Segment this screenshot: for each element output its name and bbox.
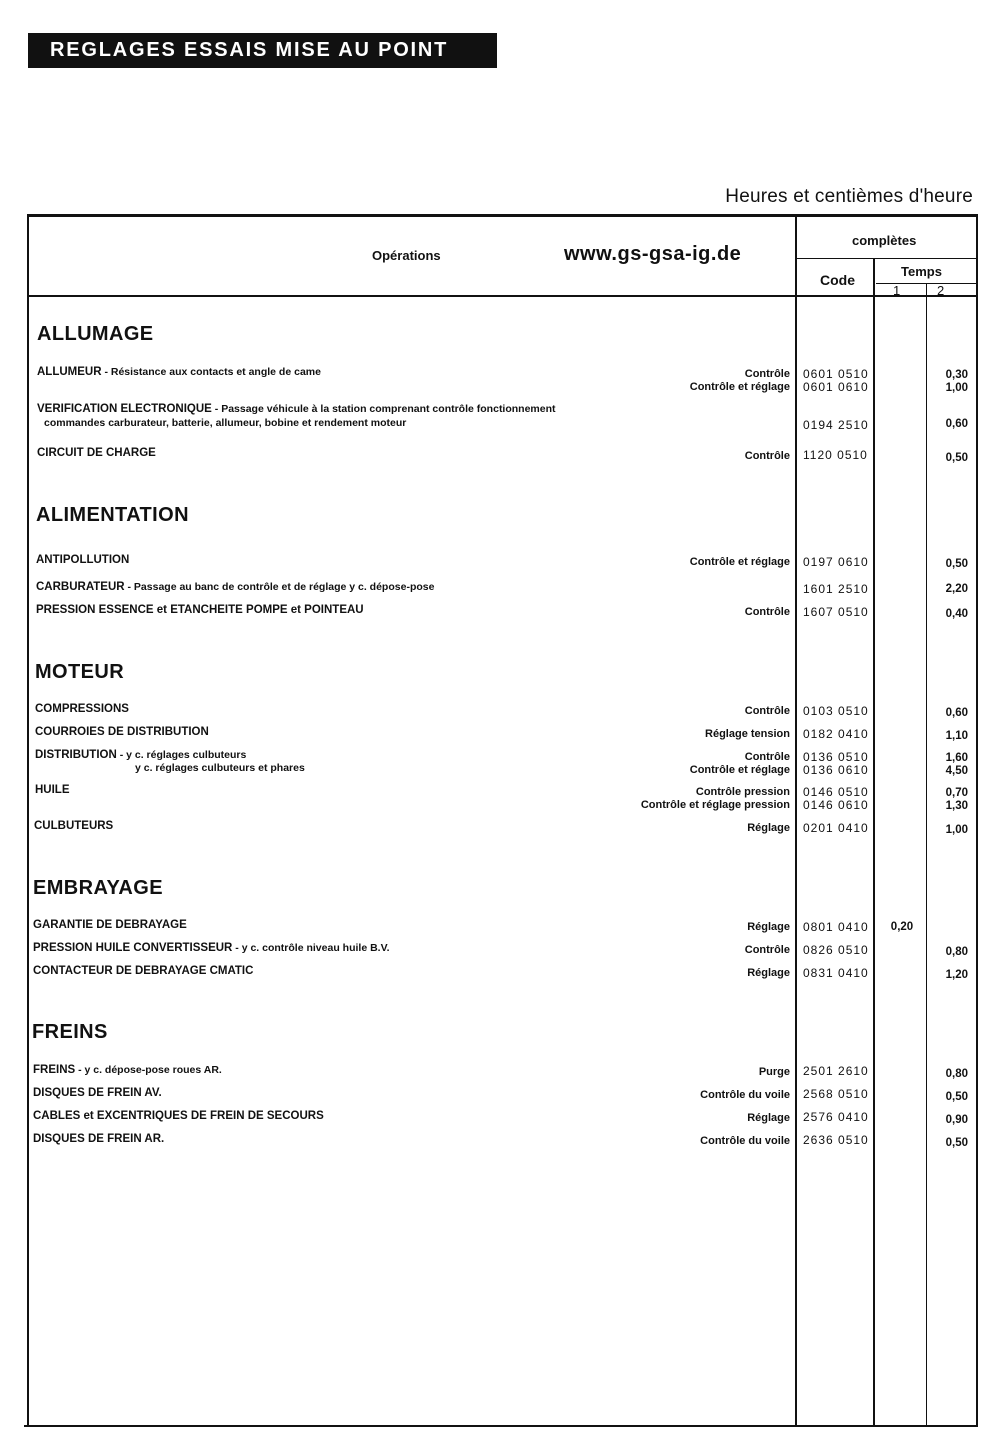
table-row: [0, 726, 1000, 742]
units-caption: Heures et centièmes d'heure: [725, 186, 973, 207]
time-2: 0,70: [945, 787, 968, 799]
time-2: 0,50: [945, 452, 968, 464]
table-row: [0, 1087, 1000, 1103]
code: 0201 0410: [803, 821, 869, 835]
code: 1120 0510: [803, 448, 868, 462]
header-sub-divider: [796, 258, 977, 259]
action: Réglage: [747, 967, 790, 979]
operation-name: DISTRIBUTION: [35, 749, 117, 761]
code: 0146 0510: [803, 785, 869, 799]
action: Contrôle et réglage: [689, 381, 790, 393]
operation-name: COMPRESSIONS: [35, 703, 129, 715]
operation-name: VERIFICATION ELECTRONIQUE: [37, 403, 212, 415]
operation-desc: - Passage véhicule à la station comprenant contrôle fonctionnement: [211, 403, 556, 415]
operation-name: PRESSION ESSENCE et ETANCHEITE POMPE et POINTEAU: [36, 604, 364, 616]
time-2: 1,00: [945, 824, 968, 836]
code: 0601 0510: [803, 367, 869, 381]
operation-name: HUILE: [35, 784, 70, 796]
code: 1601 2510: [803, 582, 869, 596]
table-row: [0, 749, 1000, 777]
time-2: 1,10: [945, 730, 968, 742]
action: Contrôle du voile: [700, 1089, 790, 1101]
code: 0194 2510: [803, 418, 869, 432]
table-row: [0, 403, 1000, 432]
table-row: [0, 1064, 1000, 1080]
action: Contrôle: [744, 450, 790, 462]
time-2: 2,20: [945, 583, 968, 595]
operation-name: DISQUES DE FREIN AR.: [33, 1133, 165, 1145]
code: 0801 0410: [803, 920, 869, 934]
action: Contrôle: [744, 751, 790, 763]
code: 0831 0410: [803, 966, 869, 980]
operation-desc: - y c. réglages culbuteurs: [116, 749, 247, 761]
code: 0103 0510: [803, 704, 869, 718]
table-row: [0, 942, 1000, 958]
operation-name: CABLES et EXCENTRIQUES DE FREIN DE SECOURS: [33, 1110, 324, 1122]
action: Contrôle du voile: [700, 1135, 790, 1147]
operation-name: COURROIES DE DISTRIBUTION: [35, 726, 209, 738]
time-2: 0,80: [945, 1068, 968, 1080]
table-row: [0, 965, 1000, 981]
header-temps: Temps: [901, 264, 942, 279]
header-code: Code: [820, 272, 855, 288]
code: 2636 0510: [803, 1133, 869, 1147]
header-divider: [28, 295, 978, 297]
action: Réglage: [747, 1112, 790, 1124]
table-row: [0, 703, 1000, 719]
table-row: [0, 820, 1000, 836]
code: 0136 0510: [803, 750, 869, 764]
operation-desc: - Passage au banc de contrôle et de réglage y c. dépose-pose: [124, 581, 435, 593]
time-2: 0,80: [945, 946, 968, 958]
time-2: 4,50: [945, 765, 968, 777]
code: 0826 0510: [803, 943, 869, 957]
table-row: [0, 1110, 1000, 1126]
operation-name: ANTIPOLLUTION: [36, 554, 130, 566]
code: 0136 0610: [803, 763, 869, 777]
action: Contrôle: [744, 944, 790, 956]
time-1: 0,20: [890, 921, 914, 933]
operation-desc: - y c. dépose-pose roues AR.: [75, 1064, 222, 1076]
time-2: 1,00: [945, 382, 968, 394]
code: 2568 0510: [803, 1087, 869, 1101]
section-heading: FREINS: [32, 1021, 108, 1043]
operation-name: DISQUES DE FREIN AV.: [33, 1087, 162, 1099]
time-2: 0,50: [945, 558, 968, 570]
time-2: 0,60: [945, 418, 968, 430]
time-2: 1,60: [945, 752, 968, 764]
action: Contrôle: [744, 606, 790, 618]
column-divider-code: [795, 216, 797, 1426]
action: Purge: [758, 1066, 790, 1078]
section-heading: MOTEUR: [35, 661, 125, 683]
table-row: [0, 447, 1000, 464]
column-divider-t1: [873, 258, 875, 1426]
code: 0182 0410: [803, 727, 869, 741]
time-2: 1,20: [945, 969, 968, 981]
action: Contrôle et réglage: [689, 764, 790, 776]
time-2: 0,40: [945, 608, 968, 620]
section-heading: ALLUMAGE: [37, 323, 154, 345]
time-2: 0,50: [945, 1091, 968, 1103]
action: Réglage tension: [705, 728, 790, 740]
operation-desc: commandes carburateur, batterie, allumeur, bobine et rendement moteur: [44, 417, 407, 429]
table-row: [0, 1133, 1000, 1149]
time-2: 1,30: [945, 800, 968, 812]
operation-name: CULBUTEURS: [34, 820, 114, 832]
header-col-1: 1: [893, 283, 901, 298]
action: Contrôle et réglage: [689, 556, 790, 568]
code: 0197 0610: [803, 555, 869, 569]
header-col-2: 2: [937, 283, 945, 298]
operation-name: PRESSION HUILE CONVERTISSEUR: [33, 942, 233, 954]
header-temps-divider: [876, 283, 977, 284]
operation-name: CONTACTEUR DE DEBRAYAGE CMATIC: [33, 965, 254, 977]
operation-name: CARBURATEUR: [36, 581, 125, 593]
operation-name: ALLUMEUR: [37, 366, 102, 378]
table-border-top: [28, 214, 978, 217]
time-2: 0,50: [945, 1137, 968, 1149]
header-completes: complètes: [852, 233, 917, 248]
table-row: [0, 919, 1000, 934]
operation-desc: y c. réglages culbuteurs et phares: [135, 762, 305, 774]
operation-desc: - Résistance aux contacts et angle de came: [101, 366, 321, 378]
operation-desc: - y c. contrôle niveau huile B.V.: [232, 942, 390, 954]
table-row: [0, 366, 1000, 394]
operation-name: GARANTIE DE DEBRAYAGE: [33, 919, 187, 931]
time-2: 0,30: [945, 369, 968, 381]
website-watermark: www.gs-gsa-ig.de: [564, 243, 742, 265]
action: Réglage: [747, 921, 790, 933]
header-operations: Opérations: [372, 248, 441, 263]
code: 2576 0410: [803, 1110, 869, 1124]
table-row: [0, 784, 1000, 812]
time-2: 0,60: [945, 707, 968, 719]
action: Contrôle: [744, 368, 790, 380]
table-row: [0, 581, 1000, 596]
action: Contrôle et réglage pression: [640, 799, 790, 811]
code: 0146 0610: [803, 798, 869, 812]
page-title: REGLAGES ESSAIS MISE AU POINT: [28, 33, 497, 68]
table-row: [0, 554, 1000, 570]
section-heading: EMBRAYAGE: [33, 877, 163, 899]
operation-name: FREINS: [33, 1064, 76, 1076]
action: Réglage: [747, 822, 790, 834]
time-2: 0,90: [945, 1114, 968, 1126]
table-border-bottom: [24, 1425, 978, 1427]
operation-name: CIRCUIT DE CHARGE: [37, 447, 156, 459]
action: Contrôle pression: [695, 786, 790, 798]
column-divider-t2: [926, 283, 927, 1426]
code: 2501 2610: [803, 1064, 869, 1078]
code: 1607 0510: [803, 605, 869, 619]
section-heading: ALIMENTATION: [36, 504, 189, 526]
action: Contrôle: [744, 705, 790, 717]
code: 0601 0610: [803, 380, 869, 394]
table-row: [0, 604, 1000, 620]
